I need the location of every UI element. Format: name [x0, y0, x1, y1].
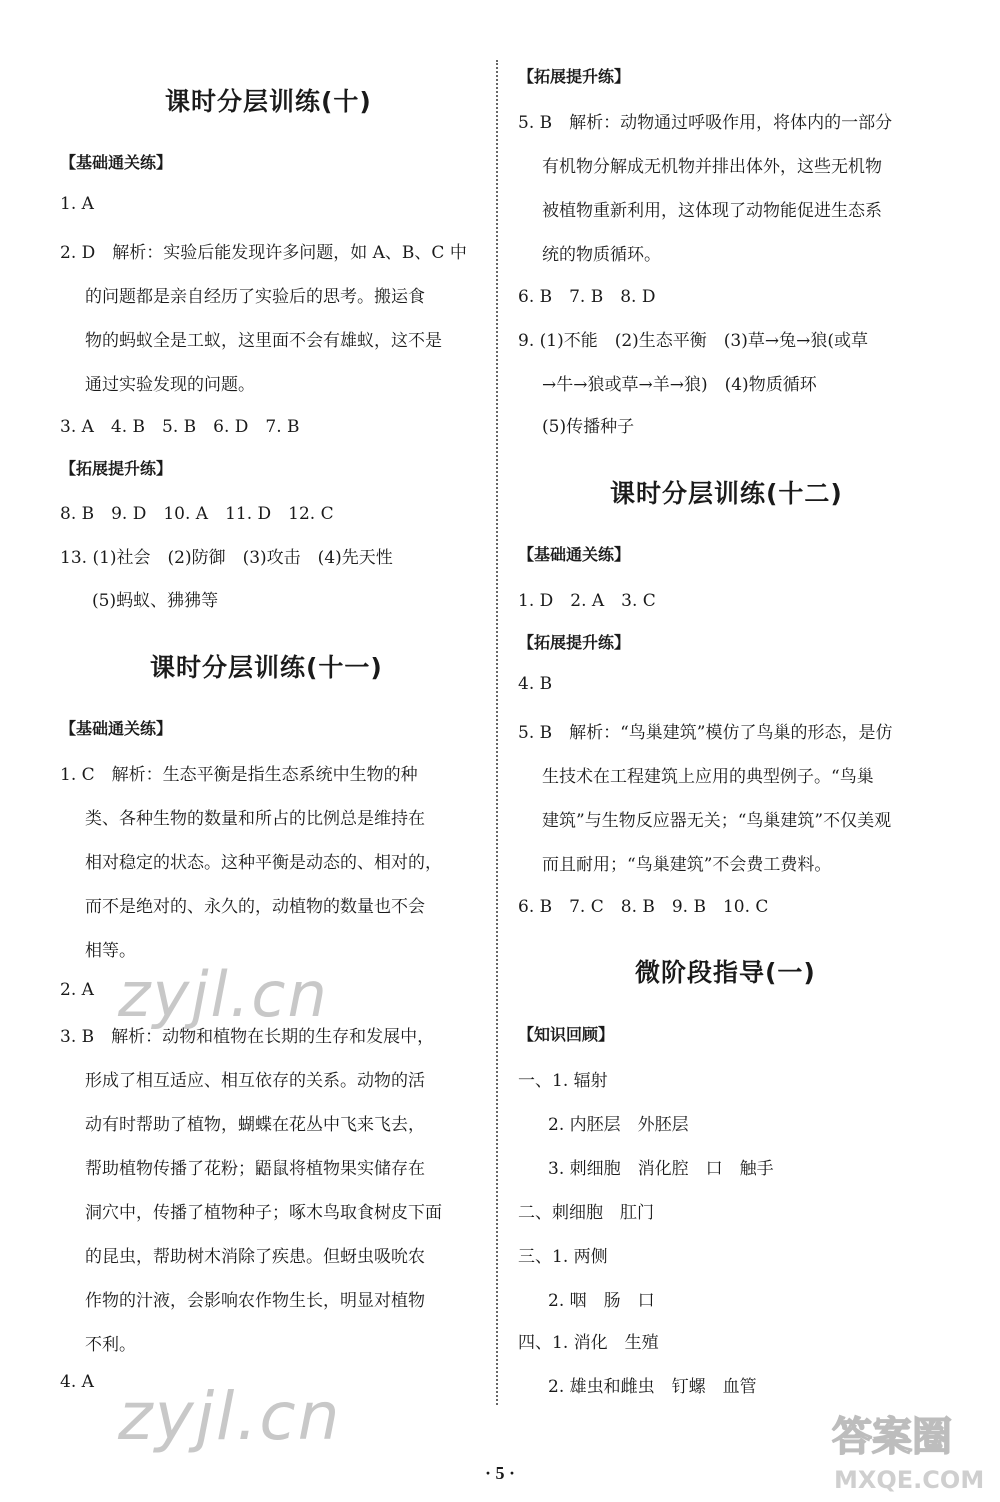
answer-line: 4. B: [518, 674, 553, 694]
answer-line: 1. A: [60, 194, 94, 214]
answer-line: 动有时帮助了植物，蝴蝶在花丛中飞来飞去，: [85, 1115, 425, 1135]
answer-line: 被植物重新利用，这体现了动物能促进生态系: [542, 201, 882, 221]
answer-line: 2. 咽 肠 口: [548, 1291, 655, 1311]
answer-line: 有机物分解成无机物并排出体外，这些无机物: [542, 157, 882, 177]
subsection-label: 【拓展提升练】: [518, 633, 631, 652]
answer-line: 不利。: [85, 1335, 136, 1355]
answer-line: 形成了相互适应、相互依存的关系。动物的活: [85, 1071, 425, 1091]
answer-line: 通过实验发现的问题。: [85, 375, 255, 395]
answer-line: 3. A 4. B 5. B 6. D 7. B: [60, 417, 300, 437]
answer-line: 2. D 解析：实验后能发现许多问题，如 A、B、C 中: [60, 243, 467, 263]
watermark-logo-text: 答案圈: [832, 1414, 952, 1460]
answer-line: 9. (1)不能 (2)生态平衡 (3)草→兔→狼(或草: [518, 331, 868, 351]
answer-line: 帮助植物传播了花粉；鼯鼠将植物果实储存在: [85, 1159, 425, 1179]
answer-line: 13. (1)社会 (2)防御 (3)攻击 (4)先天性: [60, 548, 393, 568]
answer-line: 2. 内胚层 外胚层: [548, 1115, 689, 1135]
answer-line: 3. B 解析：动物和植物在长期的生存和发展中，: [60, 1027, 435, 1047]
answer-line: 类、各种生物的数量和所占的比例总是维持在: [85, 809, 425, 829]
answer-line: →牛→狼或草→羊→狼) (4)物质循环: [542, 375, 817, 395]
answer-line: 5. B 解析：动物通过呼吸作用，将体内的一部分: [518, 113, 893, 133]
answer-line: 1. D 2. A 3. C: [518, 591, 656, 611]
answer-line: 4. A: [60, 1372, 94, 1392]
answer-line: 5. B 解析：“鸟巢建筑”模仿了鸟巢的形态，是仿: [518, 723, 893, 743]
answer-line: 8. B 9. D 10. A 11. D 12. C: [60, 504, 334, 524]
answer-line: 2. A: [60, 980, 94, 1000]
answer-line: 而不是绝对的、永久的，动植物的数量也不会: [85, 897, 425, 917]
section-heading: 课时分层训练(十一): [150, 653, 383, 682]
answer-line: 建筑”与生物反应器无关；“鸟巢建筑”不仅美观: [542, 811, 892, 831]
section-heading: 微阶段指导(一): [635, 958, 816, 987]
answer-line: 二、刺细胞 肛门: [518, 1203, 654, 1223]
answer-line: 洞穴中，传播了植物种子；啄木鸟取食树皮下面: [85, 1203, 442, 1223]
answer-line: 的问题都是亲自经历了实验后的思考。搬运食: [85, 287, 425, 307]
answer-line: 的昆虫，帮助树木消除了疾患。但蚜虫吸吮农: [85, 1247, 425, 1267]
answer-line: 而且耐用；“鸟巢建筑”不会费工费料。: [542, 855, 832, 875]
watermark-text: zyjl.cn: [118, 958, 329, 1031]
answer-line: (5)传播种子: [542, 417, 635, 437]
watermark-logo-sub: MXQE.COM: [834, 1466, 985, 1494]
answer-line: 物的蚂蚁全是工蚁，这里面不会有雄蚁，这不是: [85, 331, 442, 351]
answer-line: 生技术在工程建筑上应用的典型例子。“鸟巢: [542, 767, 874, 787]
answer-line: 四、1. 消化 生殖: [518, 1333, 659, 1353]
answer-line: 6. B 7. B 8. D: [518, 287, 656, 307]
answer-line: 相对稳定的状态。这种平衡是动态的、相对的，: [85, 853, 442, 873]
column-divider: [496, 60, 498, 1405]
section-heading: 课时分层训练(十): [165, 87, 372, 116]
answer-line: 统的物质循环。: [542, 245, 661, 265]
subsection-label: 【知识回顾】: [518, 1025, 615, 1044]
subsection-label: 【拓展提升练】: [60, 459, 173, 478]
answer-line: (5)蚂蚁、狒狒等: [92, 591, 219, 611]
page-number: · 5 ·: [484, 1463, 515, 1483]
answer-line: 三、1. 两侧: [518, 1247, 608, 1267]
subsection-label: 【基础通关练】: [518, 545, 631, 564]
answer-line: 6. B 7. C 8. B 9. B 10. C: [518, 897, 769, 917]
answer-line: 1. C 解析：生态平衡是指生态系统中生物的种: [60, 765, 418, 785]
subsection-label: 【拓展提升练】: [518, 67, 631, 86]
watermark-logo: [826, 1400, 996, 1500]
subsection-label: 【基础通关练】: [60, 719, 173, 738]
answer-line: 作物的汁液，会影响农作物生长，明显对植物: [85, 1291, 425, 1311]
answer-line: 3. 刺细胞 消化腔 口 触手: [548, 1159, 774, 1179]
answer-line: 相等。: [85, 941, 136, 961]
section-heading: 课时分层训练(十二): [610, 479, 843, 508]
answer-line: 2. 雄虫和雌虫 钉螺 血管: [548, 1377, 757, 1397]
answer-line: 一、1. 辐射: [518, 1071, 608, 1091]
subsection-label: 【基础通关练】: [60, 153, 173, 172]
watermark-text: zyjl.cn: [118, 1378, 342, 1455]
